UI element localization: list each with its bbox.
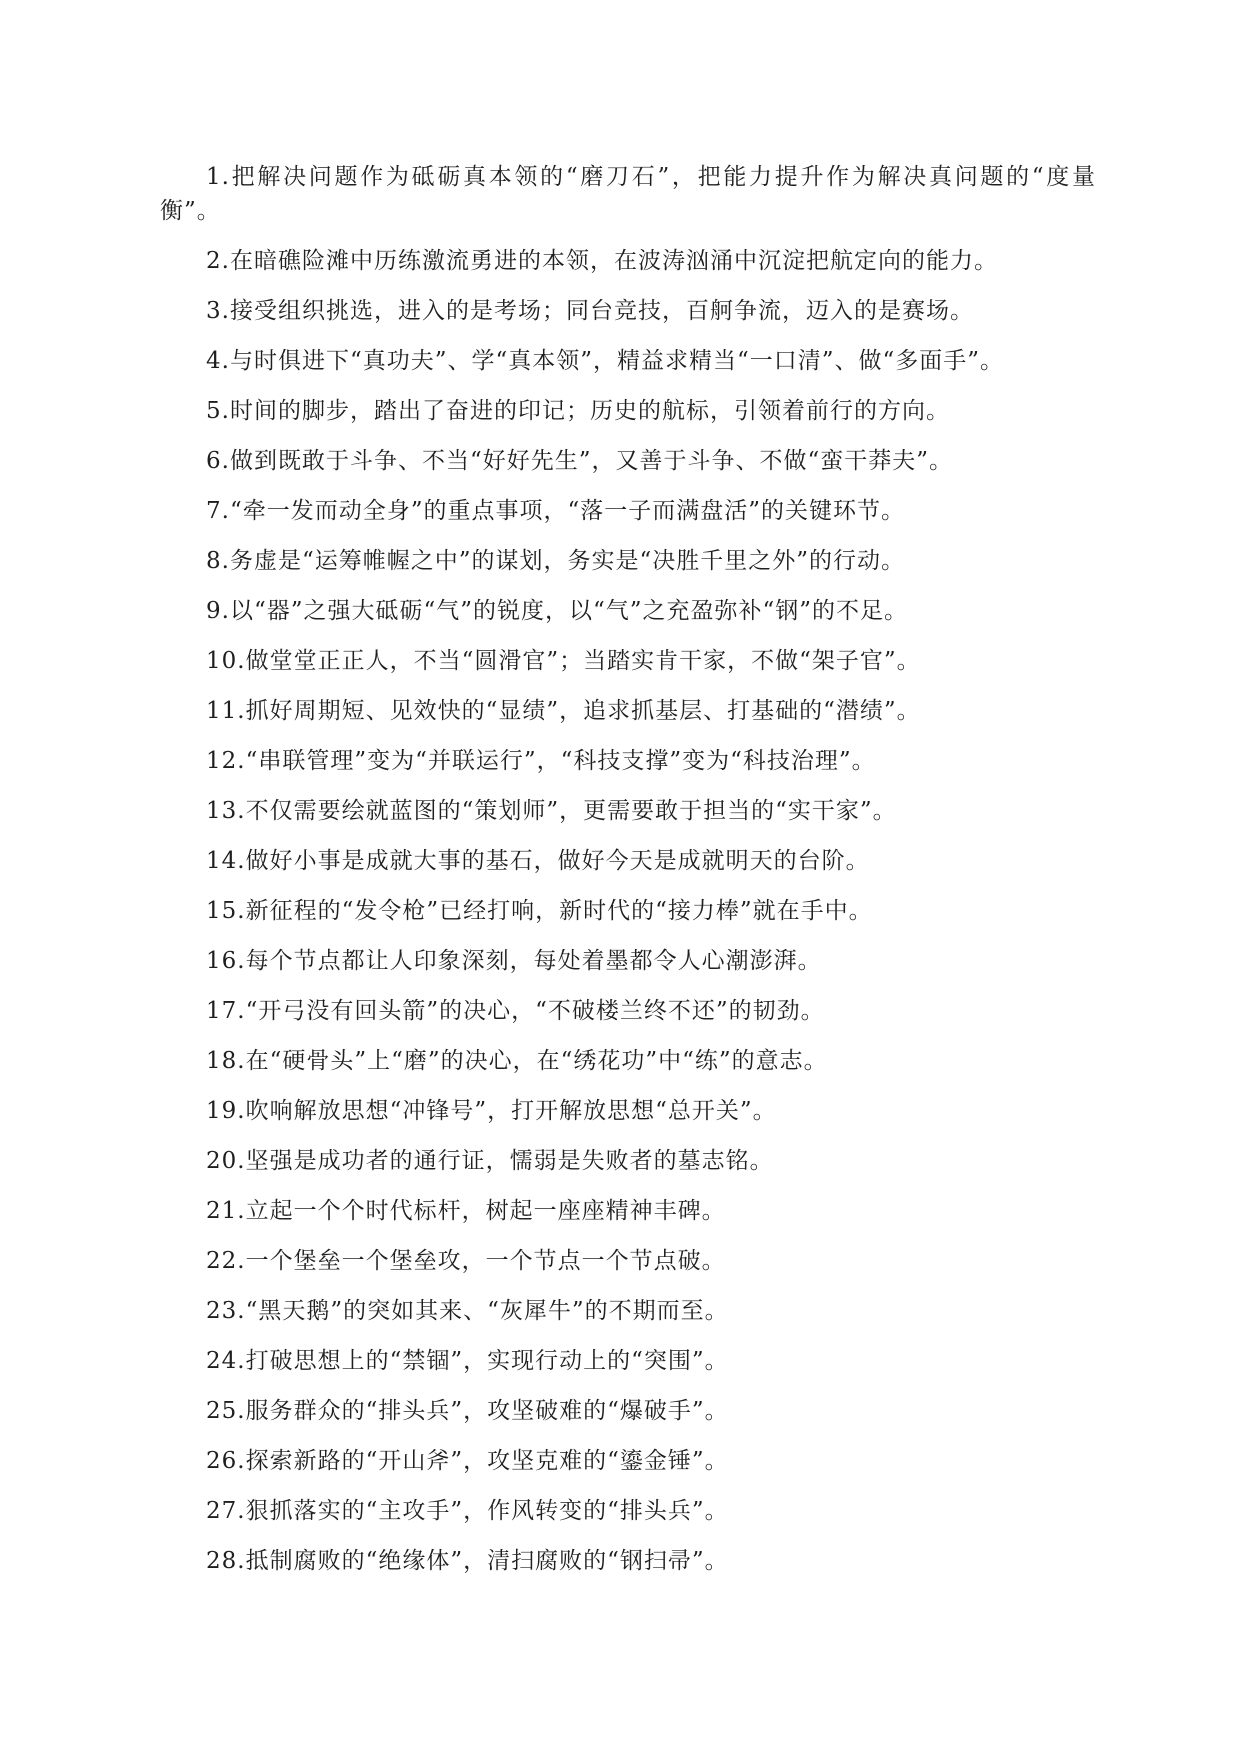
list-item-17: 17.“开弓没有回头箭”的决心，“不破楼兰终不还”的韧劲。 <box>206 998 825 1024</box>
list-item-15: 15.新征程的“发令枪”已经打响，新时代的“接力棒”就在手中。 <box>206 898 873 924</box>
list-item-21: 21.立起一个个时代标杆，树起一座座精神丰碑。 <box>206 1198 726 1224</box>
list-item-20: 20.坚强是成功者的通行证，懦弱是失败者的墓志铭。 <box>206 1148 774 1174</box>
list-item-3: 3.接受组织挑选，进入的是考场；同台竞技，百舸争流，迈入的是赛场。 <box>206 298 974 324</box>
list-item-12: 12.“串联管理”变为“并联运行”，“科技支撑”变为“科技治理”。 <box>206 748 876 774</box>
list-item-19: 19.吹响解放思想“冲锋号”，打开解放思想“总开关”。 <box>206 1098 777 1124</box>
list-item-4: 4.与时俱进下“真功夫”、学“真本领”，精益求精当“一口清”、做“多面手”。 <box>206 348 1005 374</box>
list-item-13: 13.不仅需要绘就蓝图的“策划师”，更需要敢于担当的“实干家”。 <box>206 798 897 824</box>
list-item-28: 28.抵制腐败的“绝缘体”，清扫腐败的“钢扫帚”。 <box>206 1548 729 1574</box>
list-item-2: 2.在暗礁险滩中历练激流勇进的本领，在波涛汹涌中沉淀把航定向的能力。 <box>206 248 998 274</box>
list-item-27: 27.狠抓落实的“主攻手”，作风转变的“排头兵”。 <box>206 1498 729 1524</box>
list-item-26: 26.探索新路的“开山斧”，攻坚克难的“鎏金锤”。 <box>206 1448 729 1474</box>
list-item-7: 7.“牵一发而动全身”的重点事项，“落一子而满盘活”的关键环节。 <box>206 498 905 524</box>
list-item-23: 23.“黑天鹅”的突如其来、“灰犀牛”的不期而至。 <box>206 1298 729 1324</box>
list-item-18: 18.在“硬骨头”上“磨”的决心，在“绣花功”中“练”的意志。 <box>206 1048 828 1074</box>
list-item-11: 11.抓好周期短、见效快的“显绩”，追求抓基层、打基础的“潜绩”。 <box>206 698 921 724</box>
list-item-25: 25.服务群众的“排头兵”，攻坚破难的“爆破手”。 <box>206 1398 729 1424</box>
list-item-8: 8.务虚是“运筹帷幄之中”的谋划，务实是“决胜千里之外”的行动。 <box>206 548 905 574</box>
list-item-10: 10.做堂堂正正人，不当“圆滑官”；当踏实肯干家，不做“架子官”。 <box>206 648 921 674</box>
list-item-5: 5.时间的脚步，踏出了奋进的印记；历史的航标，引领着前行的方向。 <box>206 398 950 424</box>
list-item-6: 6.做到既敢于斗争、不当“好好先生”，又善于斗争、不做“蛮干莽夫”。 <box>206 448 953 474</box>
list-item-16: 16.每个节点都让人印象深刻，每处着墨都令人心潮澎湃。 <box>206 948 822 974</box>
list-item-22: 22.一个堡垒一个堡垒攻，一个节点一个节点破。 <box>206 1248 726 1274</box>
list-item-9: 9.以“器”之强大砥砺“气”的锐度，以“气”之充盈弥补“钢”的不足。 <box>206 598 909 624</box>
document-body <box>160 160 1096 1594</box>
list-item-1: 1.把解决问题作为砥砺真本领的“磨刀石”，把能力提升作为解决真问题的“度量衡”。 <box>160 164 1096 224</box>
list-item-14: 14.做好小事是成就大事的基石，做好今天是成就明天的台阶。 <box>206 848 870 874</box>
list-item-24: 24.打破思想上的“禁锢”，实现行动上的“突围”。 <box>206 1348 729 1374</box>
